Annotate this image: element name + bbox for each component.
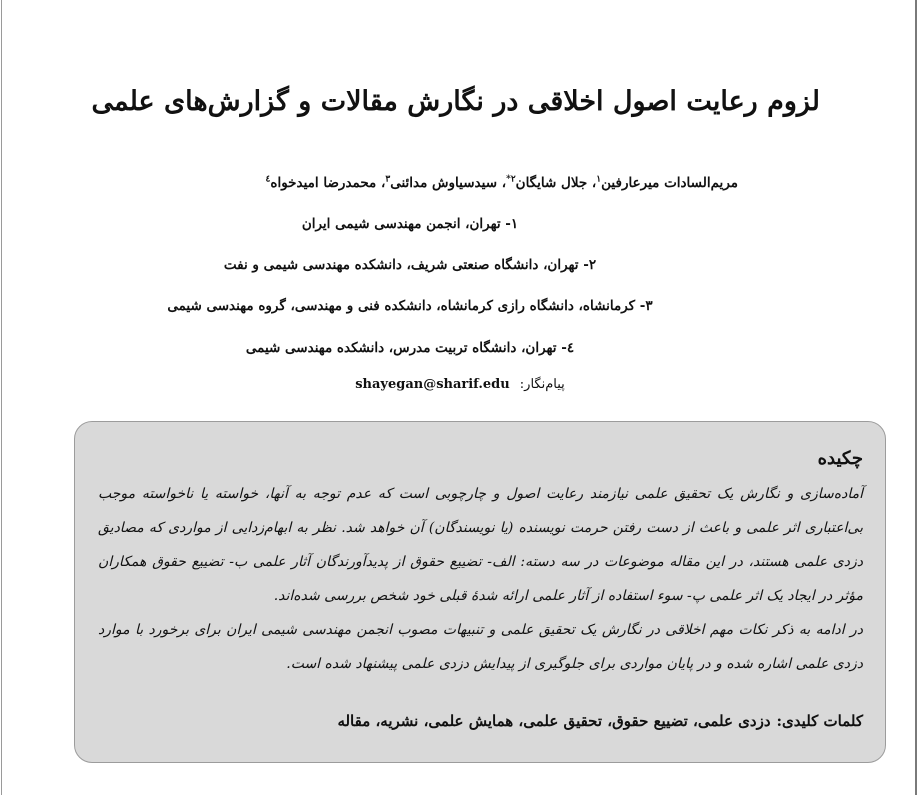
author-name: جلال شایگان — [515, 175, 588, 191]
paper-title: لزوم رعایت اصول اخلاقی در نگارش مقالات و گزارش‌های علمی — [91, 86, 820, 117]
author-separator: ، — [376, 175, 386, 191]
abstract-paragraph: در ادامه به ذکر نکات مهم اخلاقی در نگارش یک تحقیق علمی و تنبیهات مصوب انجمن مهندسی شیمی ایران برای برخورد با موارد دزدی علمی اشاره شده و در پایان مواردی برای جلوگیری از پیدایش دزدی علمی پیشنهاد شده است. — [98, 622, 863, 672]
author-separator: ، — [587, 175, 597, 191]
keywords-label: کلمات کلیدی: — [776, 712, 863, 730]
email-address: shayegan@sharif.edu — [355, 377, 510, 392]
abstract-box — [74, 421, 886, 763]
author-superscript: ۱ — [596, 174, 602, 185]
affiliation-4: ٤- تهران، دانشگاه تربیت مدرس، دانشکده مهندسی شیمی — [245, 340, 575, 356]
author-superscript: ۲* — [506, 174, 516, 185]
abstract-heading: چکیده — [817, 448, 863, 469]
author-name: سیدسیاوش مدائنی — [390, 175, 498, 191]
author-superscript: ٤ — [265, 174, 271, 185]
author-separator: ، — [497, 175, 507, 191]
affiliation-2: ٢- تهران، دانشگاه صنعتی شریف، دانشکده مهندسی شیمی و نفت — [223, 257, 597, 273]
affiliation-3: ٣- کرمانشاه، دانشگاه رازی کرمانشاه، دانشکده فنی و مهندسی، گروه مهندسی شیمی — [167, 298, 653, 314]
email-line — [200, 373, 720, 397]
keywords-list: دزدی علمی، تضییع حقوق، تحقیق علمی، همایش علمی، نشریه، مقاله — [337, 712, 771, 730]
email-label: پیام‌نگار: — [519, 377, 565, 392]
author-name: مریم‌السادات میرعارفین — [601, 175, 738, 191]
author-list — [100, 170, 738, 196]
author-superscript: ۳ — [385, 174, 391, 185]
keywords-line — [98, 709, 863, 733]
affiliation-1: ١- تهران، انجمن مهندسی شیمی ایران — [301, 216, 519, 232]
author-name: محمدرضا امیدخواه — [270, 175, 377, 191]
abstract-body — [98, 477, 863, 681]
abstract-paragraph: آماده‌سازی و نگارش یک تحقیق علمی نیازمند رعایت اصول و چارچوبی است که عدم توجه به آنها، خواسته یا ناخواسته موجب بی‌اعتباری اثر علمی و باعث از دست رفتن حرمت نویسنده (یا نویسندگان) آن خواهد شد. نظر به ابهام‌زدایی از مواردی که مصادیق دزدی علمی هستند، در این مقاله موضوعات در سه دسته: الف- تضییع حقوق از پدیدآورندگان آثار علمی ب- تضییع حقوق همکاران مؤثر در ایجاد یک اثر علمی پ- سوء استفاده از آثار علمی ارائه شدهٔ قبلی خود شخص بررسی شده‌اند. — [98, 486, 863, 604]
